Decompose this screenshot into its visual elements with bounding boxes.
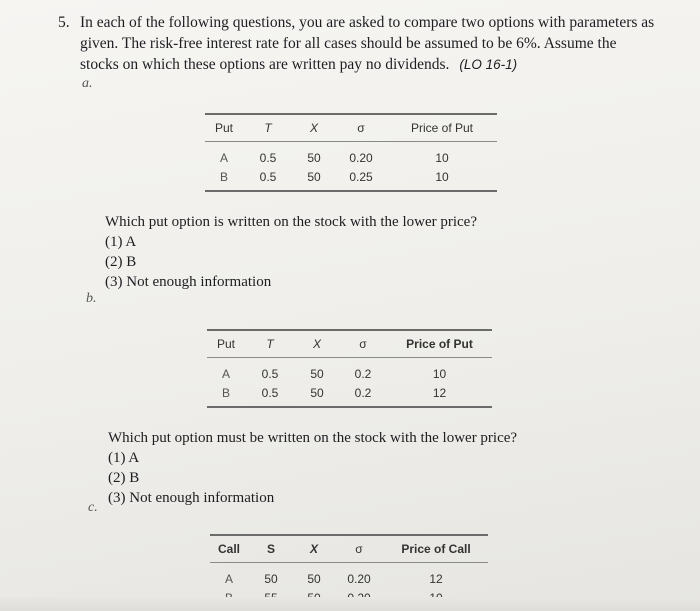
col-header: X: [312, 337, 321, 351]
col-header: X: [309, 542, 318, 556]
table-cell: 0.2: [354, 366, 372, 381]
part-a-question: [105, 212, 477, 292]
problem-text: In each of the following questions, you are asked to compare two options with parameters as given. The risk-free interest rate for all cases should be assumed to be 6%. Assume the stocks on which these options are written pay no dividends.: [80, 14, 655, 73]
table-row: [207, 383, 492, 407]
table-cell: 10: [432, 366, 447, 381]
table-cell: 0.20: [349, 150, 373, 165]
col-header: Price of Put: [406, 337, 473, 351]
table-header-row: [205, 114, 497, 142]
table-header-row: [207, 330, 492, 358]
table-cell: 10: [435, 169, 449, 184]
table-cell: 50: [307, 150, 321, 165]
col-header: X: [309, 121, 318, 135]
table-cell: B: [219, 169, 228, 184]
table-cell: 0.20: [347, 571, 371, 586]
part-a-table: [205, 113, 497, 192]
col-header: Put: [216, 337, 235, 351]
table-row: [207, 358, 492, 384]
table-row: [205, 142, 497, 168]
table-cell: B: [221, 385, 230, 400]
table-cell: 12: [432, 385, 447, 400]
table-cell: 0.25: [349, 169, 373, 184]
col-header: σ: [357, 121, 365, 135]
col-header: T: [266, 337, 274, 351]
col-header: Call: [217, 542, 240, 556]
table-cell: A: [221, 366, 230, 381]
col-header: σ: [359, 337, 367, 351]
part-c-label: c.: [88, 500, 98, 515]
col-header: Price of Call: [401, 542, 471, 556]
table-cell: 0.5: [261, 385, 279, 400]
part-a-label: a.: [82, 76, 93, 91]
table-row: [205, 167, 497, 191]
table-cell: 12: [429, 571, 443, 586]
table-header-row: [210, 535, 488, 563]
part-b-question: [108, 428, 517, 508]
question-text: Which put option is written on the stock with the lower price?: [105, 214, 477, 230]
col-header: S: [266, 542, 275, 556]
answer-option: (2) B: [108, 470, 140, 486]
table-cell: 50: [310, 385, 324, 400]
table-cell: 50: [310, 366, 324, 381]
table-cell: 50: [307, 571, 321, 586]
answer-option: (1) A: [105, 234, 137, 250]
col-header: T: [264, 121, 272, 135]
problem-number: 5.: [58, 14, 70, 31]
table-cell: 0.2: [354, 385, 372, 400]
table-cell: 10: [435, 150, 449, 165]
col-header: σ: [355, 542, 363, 556]
part-b-label: b.: [86, 291, 97, 306]
table-cell: A: [224, 571, 233, 586]
col-header: Price of Put: [410, 121, 474, 135]
table-cell: 50: [307, 169, 321, 184]
table-cell: 0.5: [259, 150, 277, 165]
learning-objective: (LO 16-1): [459, 57, 518, 72]
table-row: [210, 563, 488, 589]
table-cell: A: [219, 150, 228, 165]
question-text: Which put option must be written on the stock with the lower price?: [108, 430, 518, 446]
part-b-table: [207, 329, 492, 408]
table-cell: 0.5: [261, 366, 279, 381]
answer-option: (3) Not enough information: [108, 490, 275, 506]
answer-option: (3) Not enough information: [105, 274, 272, 290]
col-header: Put: [214, 121, 233, 135]
table-cell: 0.5: [259, 169, 277, 184]
answer-option: (1) A: [108, 450, 140, 466]
page-bottom-edge: [0, 597, 700, 611]
table-cell: 50: [264, 571, 278, 586]
problem-text-block: [80, 12, 655, 75]
answer-option: (2) B: [105, 254, 137, 270]
